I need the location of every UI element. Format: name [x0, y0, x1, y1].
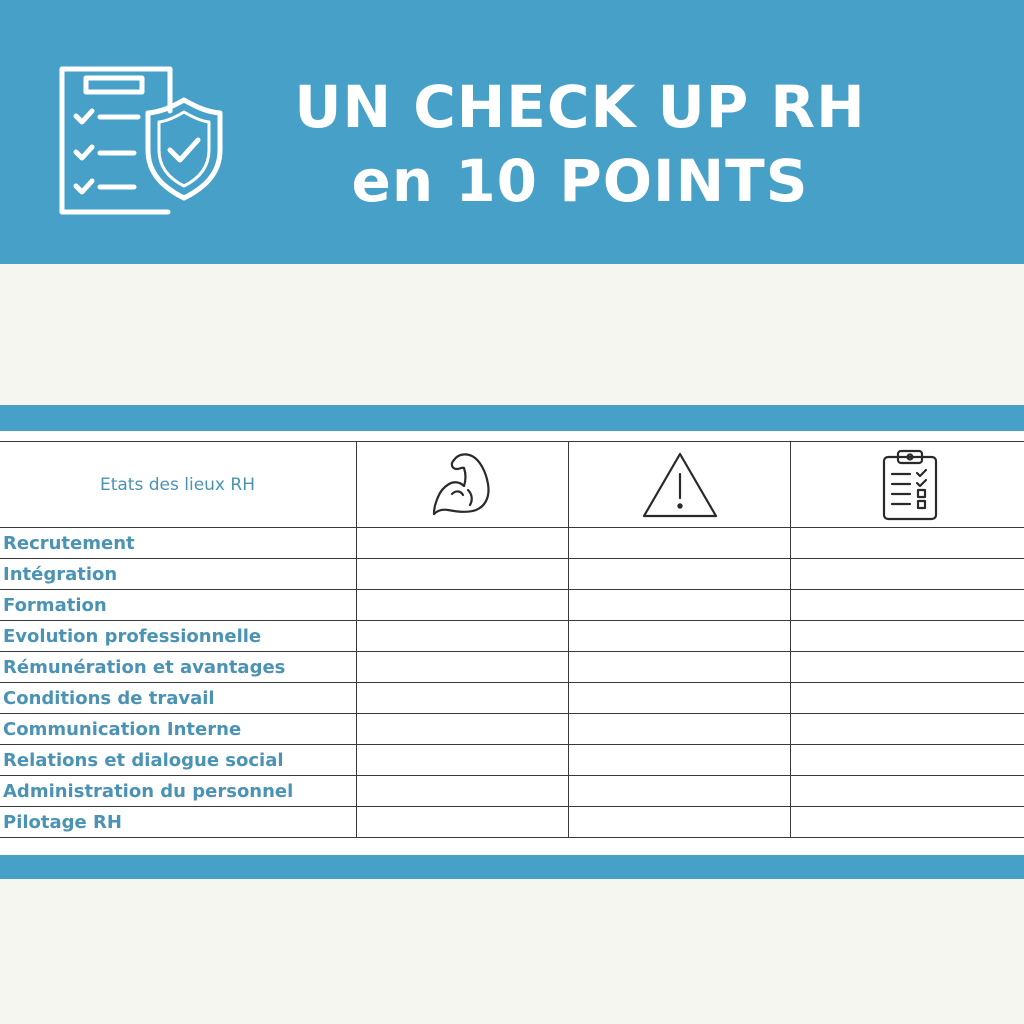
table-row: [0, 652, 1024, 683]
actions-cell[interactable]: [791, 559, 1024, 590]
checkup-table-panel: [0, 431, 1024, 855]
title-line-1: UN CHECK UP RH: [294, 73, 866, 141]
header-warnings-cell: [569, 442, 791, 528]
actions-cell[interactable]: [791, 683, 1024, 714]
table-row: [0, 776, 1024, 807]
row-label: Rémunération et avantages: [0, 652, 357, 683]
warnings-cell[interactable]: [569, 807, 791, 838]
page-title: [250, 70, 910, 218]
header-label-cell: [0, 442, 357, 528]
table-row: [0, 559, 1024, 590]
checklist-shield-icon: [58, 64, 230, 216]
row-label: Administration du personnel: [0, 776, 357, 807]
strengths-cell[interactable]: [357, 621, 569, 652]
actions-cell[interactable]: [791, 621, 1024, 652]
row-label: Formation: [0, 590, 357, 621]
warnings-cell[interactable]: [569, 652, 791, 683]
strengths-cell[interactable]: [357, 590, 569, 621]
table-row: [0, 745, 1024, 776]
warnings-cell[interactable]: [569, 714, 791, 745]
strengths-cell[interactable]: [357, 807, 569, 838]
warnings-cell[interactable]: [569, 590, 791, 621]
actions-cell[interactable]: [791, 714, 1024, 745]
row-label: Communication Interne: [0, 714, 357, 745]
actions-cell[interactable]: [791, 528, 1024, 559]
actions-cell[interactable]: [791, 590, 1024, 621]
warnings-cell[interactable]: [569, 528, 791, 559]
warning-triangle-icon: [640, 450, 720, 520]
warnings-cell[interactable]: [569, 683, 791, 714]
actions-cell[interactable]: [791, 807, 1024, 838]
table-row: [0, 683, 1024, 714]
table-row: [0, 590, 1024, 621]
header-banner: [0, 0, 1024, 264]
table-row: [0, 714, 1024, 745]
row-label: Relations et dialogue social: [0, 745, 357, 776]
table-row: [0, 528, 1024, 559]
strengths-cell[interactable]: [357, 652, 569, 683]
clipboard-checklist-icon: [881, 448, 939, 522]
checkup-table: [0, 441, 1024, 838]
title-line-2: en 10 POINTS: [351, 147, 809, 215]
warnings-cell[interactable]: [569, 559, 791, 590]
actions-cell[interactable]: [791, 745, 1024, 776]
bottom-accent-stripe: [0, 855, 1024, 879]
header-strengths-cell: [357, 442, 569, 528]
actions-cell[interactable]: [791, 652, 1024, 683]
table-header-label: Etats des lieux RH: [99, 474, 255, 495]
warnings-cell[interactable]: [569, 776, 791, 807]
strengths-cell[interactable]: [357, 528, 569, 559]
strengths-cell[interactable]: [357, 559, 569, 590]
strengths-cell[interactable]: [357, 714, 569, 745]
table-row: [0, 807, 1024, 838]
row-label: Conditions de travail: [0, 683, 357, 714]
actions-cell[interactable]: [791, 776, 1024, 807]
strengths-cell[interactable]: [357, 683, 569, 714]
top-accent-stripe: [0, 405, 1024, 431]
table-row: [0, 621, 1024, 652]
row-label: Evolution professionnelle: [0, 621, 357, 652]
warnings-cell[interactable]: [569, 745, 791, 776]
table-header-row: [0, 442, 1024, 528]
row-label: Intégration: [0, 559, 357, 590]
warnings-cell[interactable]: [569, 621, 791, 652]
strengths-cell[interactable]: [357, 776, 569, 807]
strengths-cell[interactable]: [357, 745, 569, 776]
row-label: Pilotage RH: [0, 807, 357, 838]
row-label: Recrutement: [0, 528, 357, 559]
flexed-bicep-icon: [430, 450, 496, 520]
header-actions-cell: [791, 442, 1024, 528]
